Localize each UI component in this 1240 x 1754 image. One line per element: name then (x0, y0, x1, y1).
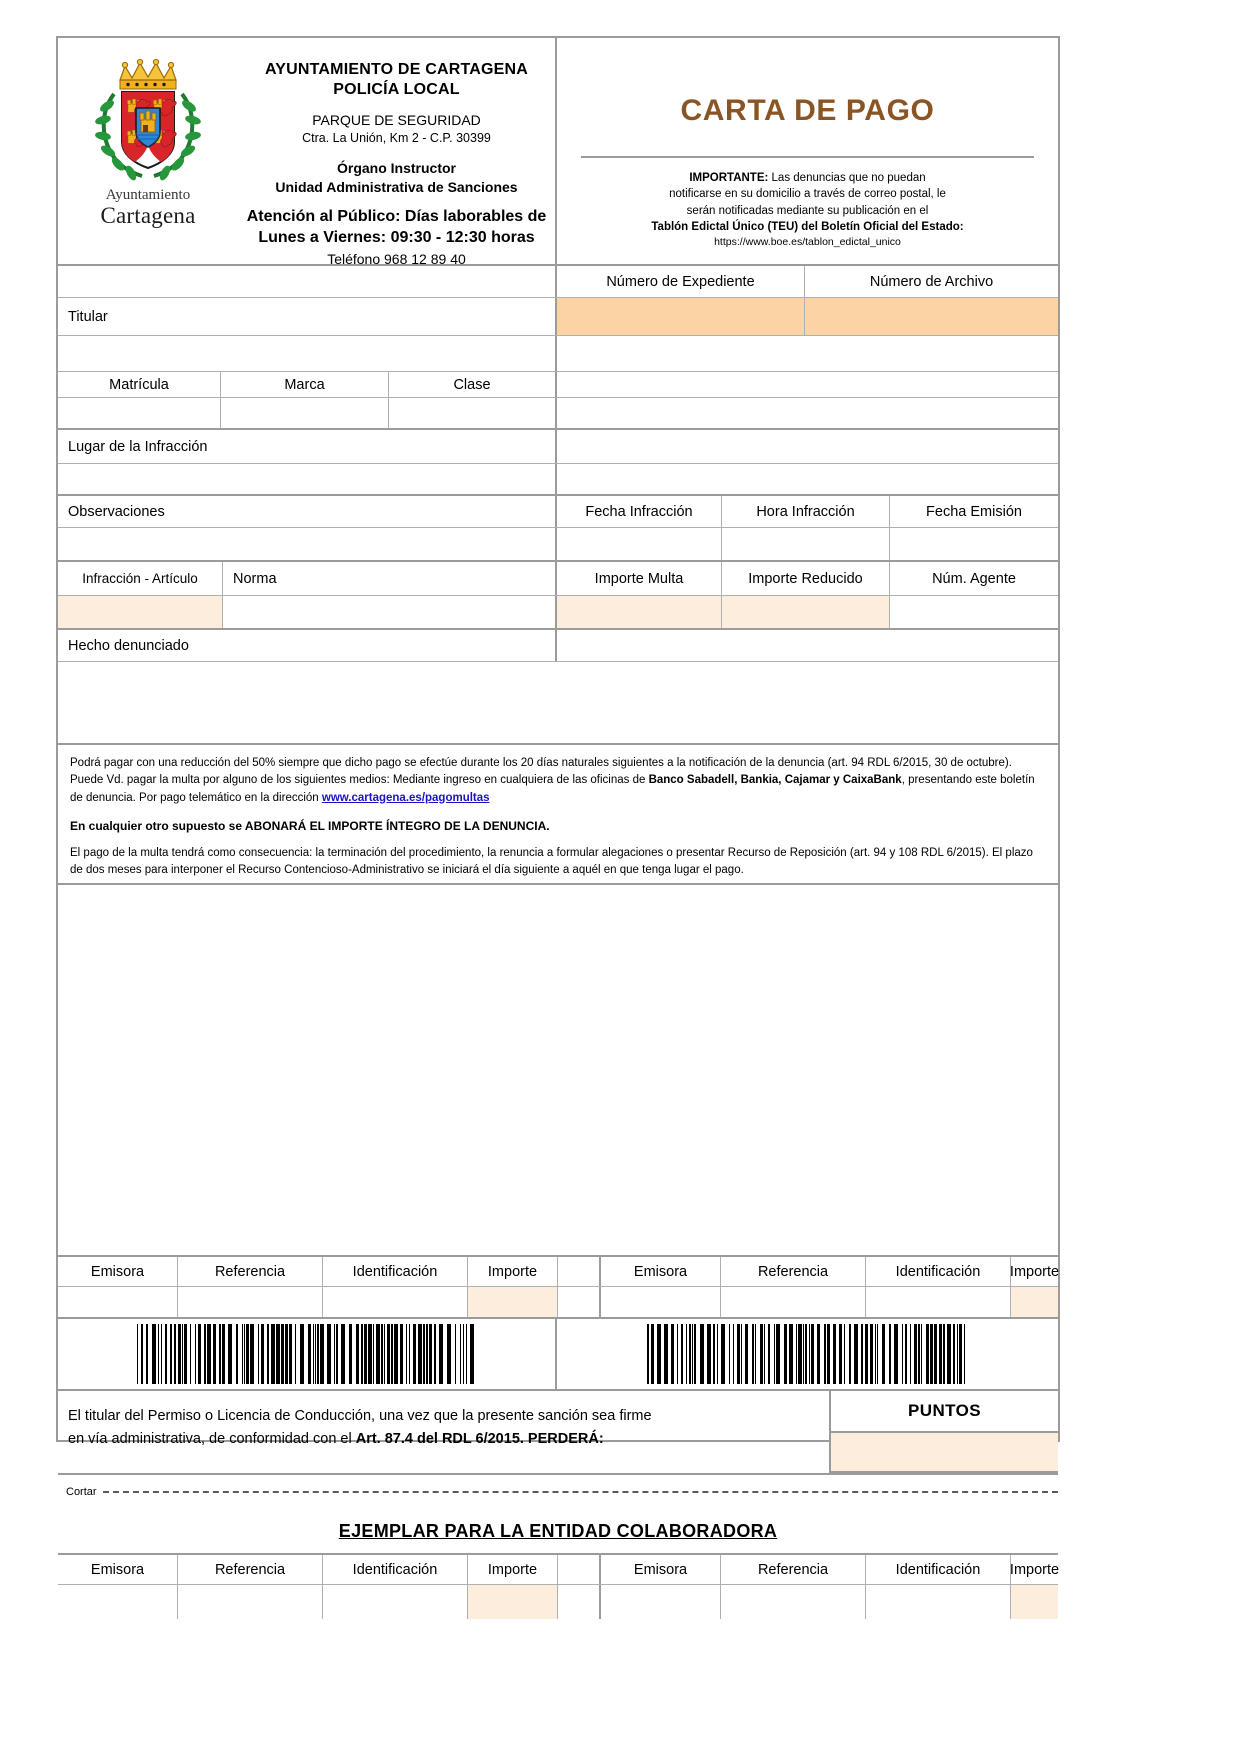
legal-p1-line3: , presentando este boletín de denuncia. Por pago telemático en la dirección (70, 774, 1035, 804)
legal-p2-bold: En cualquier otro supuesto se ABONARÁ EL IMPORTE ÍNTEGRO DE LA DENUNCIA (70, 818, 547, 833)
spacer-cell-right-5 (557, 464, 1058, 494)
value-clase[interactable] (389, 398, 557, 428)
row-titular (58, 298, 1058, 336)
label-hecho-denunciado: Hecho denunciado (58, 630, 557, 661)
site-line1: PARQUE DE SEGURIDAD (312, 111, 481, 128)
row-expediente-headers (58, 266, 1058, 298)
puntos-label: PUNTOS (829, 1391, 1058, 1433)
value-identificacion-right-2[interactable] (866, 1585, 1011, 1619)
value-marca[interactable] (221, 398, 389, 428)
row-observaciones-values (58, 528, 1058, 562)
label-norma: Norma (223, 562, 557, 595)
label-titular: Titular (58, 298, 557, 335)
row-infraccion-values (58, 596, 1058, 630)
value-referencia-right-1[interactable] (721, 1287, 866, 1317)
important-line3: serán notificadas mediante su publicación en el (686, 204, 929, 217)
legal-paragraph-2 (70, 817, 1046, 835)
value-titular[interactable] (58, 336, 557, 371)
label-clase: Clase (389, 372, 557, 397)
value-referencia-left-1[interactable] (178, 1287, 323, 1317)
legal-p1-line2: Puede Vd. pagar la multa por alguno de los siguientes medios: Mediante ingreso en cualquiera de las oficinas de (70, 774, 649, 787)
page-title: CARTA DE PAGO (680, 94, 935, 127)
form-header (58, 38, 1058, 266)
label-identificacion-right-1: Identificación (866, 1257, 1011, 1286)
value-norma[interactable] (223, 596, 557, 628)
label-infraccion-articulo: Infracción - Artículo (58, 562, 223, 595)
row-hecho-label (58, 630, 1058, 662)
hours-line2: Lunes a Viernes: 09:30 - 12:30 horas (258, 229, 535, 247)
crest-block (58, 38, 238, 264)
legal-banks: Banco Sabadell, Bankia, Cajamar y CaixaBank (648, 774, 902, 787)
strip-2-gap-left-value (558, 1585, 601, 1619)
important-notice (557, 170, 1058, 250)
row-lugar-value (58, 464, 1058, 496)
label-referencia-right-2: Referencia (721, 1555, 866, 1584)
value-lugar-infraccion[interactable] (58, 464, 557, 494)
label-identificacion-left-1: Identificación (323, 1257, 468, 1286)
row-titular-value (58, 336, 1058, 372)
value-num-agente[interactable] (890, 596, 1058, 628)
crest-caption (100, 188, 195, 228)
label-importe-reducido: Importe Reducido (722, 562, 890, 595)
label-importe-multa: Importe Multa (557, 562, 722, 595)
label-numero-archivo: Número de Archivo (869, 273, 994, 290)
value-identificacion-right-1[interactable] (866, 1287, 1011, 1317)
org-name-line1: AYUNTAMIENTO DE CARTAGENA (264, 61, 529, 78)
label-marca: Marca (221, 372, 389, 397)
spacer-cell (58, 266, 557, 297)
legal-p2-tail: . (546, 818, 550, 833)
label-importe-left-2: Importe (468, 1555, 558, 1584)
spacer-cell-right-4 (557, 430, 1058, 463)
organ-line1: Órgano Instructor (336, 159, 456, 176)
important-text: Las denuncias que no puedan (768, 172, 926, 184)
value-identificacion-left-2[interactable] (323, 1585, 468, 1619)
payment-strip-2-values (58, 1585, 1058, 1619)
label-importe-right-2: Importe (1009, 1561, 1060, 1578)
value-emisora-left-2[interactable] (58, 1585, 178, 1619)
label-identificacion-right-2: Identificación (866, 1555, 1011, 1584)
spacer-cell-right-3 (557, 398, 1058, 428)
boe-url: https://www.boe.es/tablon_edictal_unico (714, 236, 901, 249)
cut-label: Cortar (66, 1486, 103, 1498)
pagomultas-link[interactable]: www.cartagena.es/pagomultas (321, 791, 490, 804)
value-numero-archivo[interactable] (805, 298, 1058, 335)
row-observaciones-headers (58, 496, 1058, 528)
strip-1-gap-left (558, 1257, 601, 1286)
value-referencia-left-2[interactable] (178, 1585, 323, 1619)
strip-2-gap-left (558, 1555, 601, 1584)
puntos-row (58, 1391, 1058, 1475)
label-matricula: Matrícula (58, 372, 221, 397)
value-importe-reducido[interactable] (722, 596, 890, 628)
payment-strip-1-headers (58, 1257, 1058, 1287)
important-label: IMPORTANTE: (689, 172, 769, 184)
blank-area-cell (58, 885, 1058, 1255)
payment-strip-2-headers (58, 1555, 1058, 1585)
label-referencia-left-2: Referencia (178, 1555, 323, 1584)
barcode-left-icon (137, 1324, 477, 1384)
barcode-right-container (557, 1319, 1058, 1389)
value-puntos[interactable] (829, 1433, 1058, 1473)
strip-1-gap-left-value (558, 1287, 601, 1317)
barcode-right-icon (647, 1324, 969, 1384)
ejemplar-row (58, 1509, 1058, 1555)
label-numero-expediente: Número de Expediente (557, 266, 805, 297)
label-importe-left-1: Importe (468, 1257, 558, 1286)
header-left-block (58, 38, 557, 268)
header-organization-text (238, 38, 555, 268)
organ-line2: Unidad Administrativa de Sanciones (275, 178, 518, 195)
value-matricula[interactable] (58, 398, 221, 428)
value-infraccion-articulo[interactable] (58, 596, 223, 628)
row-hecho-value (58, 662, 1058, 745)
hours-line1: Atención al Público: Días laborables de (246, 208, 547, 226)
value-identificacion-left-1[interactable] (323, 1287, 468, 1317)
value-observaciones[interactable] (58, 528, 557, 560)
value-importe-multa[interactable] (557, 596, 722, 628)
label-fecha-infraccion: Fecha Infracción (557, 496, 722, 527)
legal-paragraph-3: El pago de la multa tendrá como consecuencia: la terminación del procedimiento, la renuncia a formular alegaciones o presentar Recurso de Reposición (art. 94 y 108 RDL 6/2015). El plazo de dos meses para interponer el Recurso Contencioso-Administrativo se iniciará el día siguiente a aquél en que tenga lugar el pago. (70, 846, 1033, 876)
legal-text-block (58, 745, 1058, 885)
important-line2: notificarse en su domicilio a través de correo postal, le (669, 188, 946, 201)
cut-line-container (58, 1475, 1058, 1509)
legal-p1-line1: Podrá pagar con una reducción del 50% siempre que dicho pago se efectúe durante los 20 días naturales siguientes a la notificación de la denuncia (art. 94 RDL 6/2015, 30 de octubre). (70, 757, 1012, 769)
label-num-agente: Núm. Agente (932, 570, 1016, 587)
label-fecha-emision: Fecha Emisión (926, 503, 1022, 520)
value-fecha-emision[interactable] (890, 528, 1058, 560)
label-importe-right-1: Importe (1009, 1263, 1060, 1280)
blank-area (58, 885, 1058, 1257)
value-emisora-right-2[interactable] (601, 1585, 721, 1619)
legal-paragraph-1 (70, 755, 1046, 807)
puntos-box (829, 1391, 1058, 1473)
barcode-row (58, 1319, 1058, 1391)
payment-strip-1-values (58, 1287, 1058, 1319)
value-importe-left-2[interactable] (468, 1585, 558, 1619)
label-referencia-right-1: Referencia (721, 1257, 866, 1286)
crest-caption-line2: Cartagena (100, 202, 196, 228)
spacer-cell-right-1 (557, 336, 1058, 371)
label-identificacion-left-2: Identificación (323, 1555, 468, 1584)
label-hora-infraccion: Hora Infracción (722, 496, 890, 527)
label-emisora-right-1: Emisora (601, 1257, 721, 1286)
title-divider (581, 156, 1034, 158)
ejemplar-title: EJEMPLAR PARA LA ENTIDAD COLABORADORA (338, 1521, 778, 1541)
cut-dashed-line (103, 1491, 1058, 1493)
label-referencia-left-1: Referencia (178, 1257, 323, 1286)
value-importe-left-1[interactable] (468, 1287, 558, 1317)
value-emisora-left-1[interactable] (58, 1287, 178, 1317)
value-numero-expediente[interactable] (557, 298, 805, 335)
crest-caption-line1: Ayuntamiento (105, 187, 191, 203)
ejemplar-cell (58, 1509, 1058, 1553)
header-right-block (557, 38, 1058, 264)
label-emisora-left-1: Emisora (58, 1257, 178, 1286)
label-emisora-right-2: Emisora (601, 1555, 721, 1584)
site-line2: Ctra. La Unión, Km 2 - C.P. 30399 (302, 130, 491, 145)
carta-de-pago-form (56, 36, 1060, 1578)
org-name-line2: POLICÍA LOCAL (333, 81, 460, 99)
row-infraccion-headers (58, 562, 1058, 596)
barcode-left-container (58, 1319, 557, 1389)
label-observaciones: Observaciones (58, 496, 557, 527)
label-lugar-infraccion: Lugar de la Infracción (58, 430, 557, 463)
row-vehicle-values (58, 398, 1058, 430)
value-hecho-denunciado[interactable] (58, 662, 1058, 743)
phone-line: Teléfono 968 12 89 40 (327, 251, 466, 268)
spacer-cell-right-6 (557, 630, 1058, 661)
cartagena-coat-of-arms-icon (92, 54, 204, 186)
puntos-text-line2-pre: en vía administrativa, de conformidad con el (68, 1431, 356, 1448)
value-hora-infraccion[interactable] (722, 528, 890, 560)
value-emisora-right-1[interactable] (601, 1287, 721, 1317)
label-emisora-left-2: Emisora (58, 1555, 178, 1584)
row-vehicle-headers (58, 372, 1058, 398)
important-line4: Tablón Edictal Único (TEU) del Boletín Oficial del Estado: (651, 220, 964, 233)
puntos-text-line2-bold: Art. 87.4 del RDL 6/2015. PERDERÁ: (355, 1431, 604, 1448)
puntos-text-line1: El titular del Permiso o Licencia de Conducción, una vez que la presente sanción sea firme (68, 1408, 652, 1424)
row-lugar-label (58, 430, 1058, 464)
value-importe-right-2[interactable] (1011, 1585, 1058, 1619)
cut-row (58, 1475, 1058, 1509)
spacer-cell-right-2 (557, 372, 1058, 397)
value-referencia-right-2[interactable] (721, 1585, 866, 1619)
value-fecha-infraccion[interactable] (557, 528, 722, 560)
value-importe-right-1[interactable] (1011, 1287, 1058, 1317)
